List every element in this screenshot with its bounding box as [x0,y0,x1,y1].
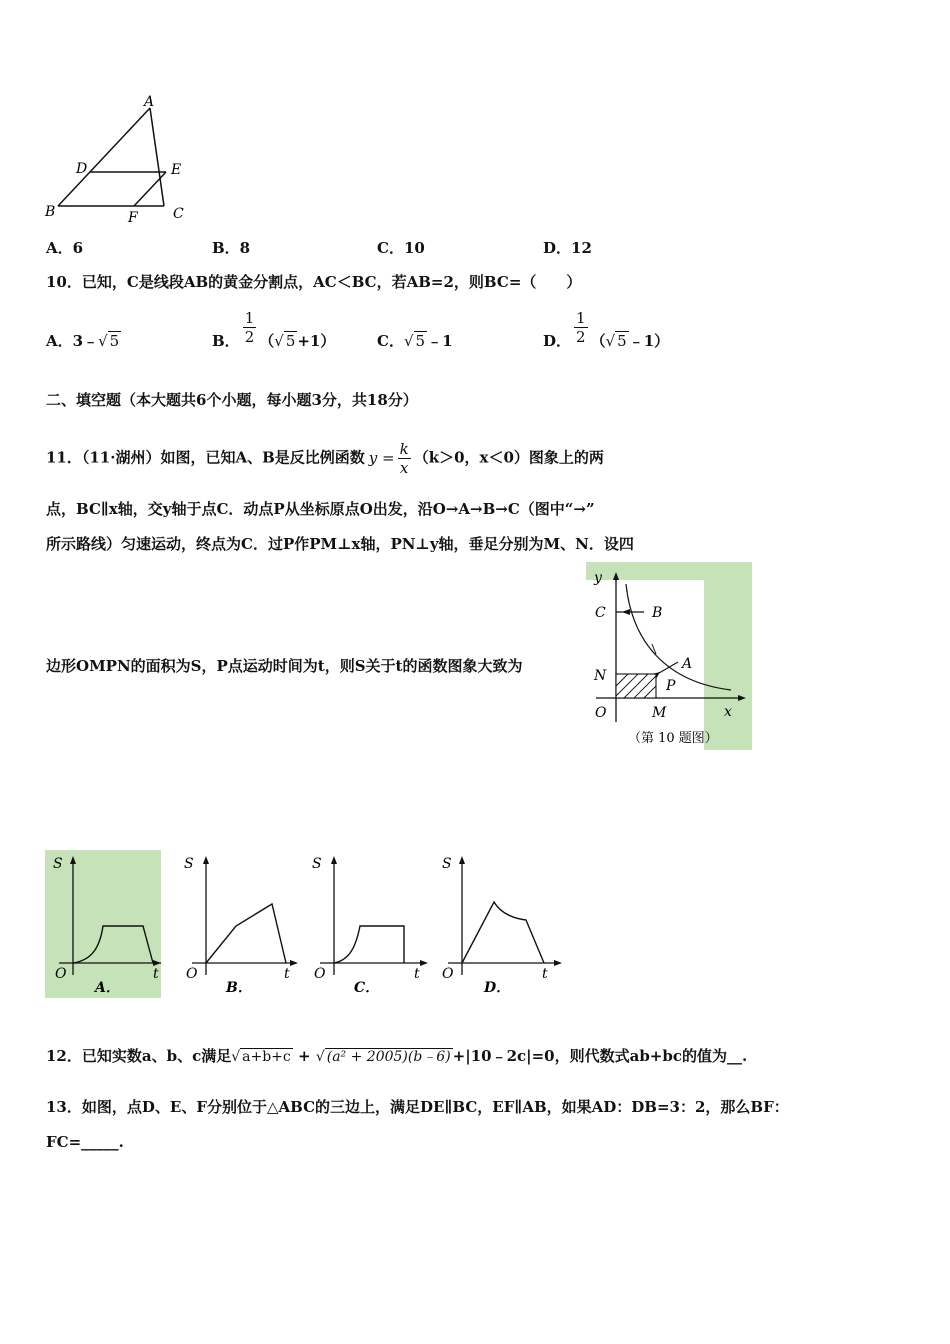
section2-title: 二、填空题（本大题共6个小题，每小题3分，共18分） [46,391,418,409]
graph-c-o: O [314,966,326,982]
graph-c-t: t [414,966,420,982]
triangle-figure [40,94,200,226]
fig-label-B: B [652,605,663,621]
q10-stem: 10．已知，C是线段AB的黄金分割点，AC＜BC，若AB=2，则BC=（ ） [46,273,582,291]
graph-b-t: t [284,966,290,982]
fig-label-y: y [594,570,602,586]
fig-label-M: M [652,705,667,721]
q13-line2: FC=_____. [46,1133,124,1151]
q11-line3: 所示路线）匀速运动，终点为C．过P作PM⊥x轴，PN⊥y轴，垂足分别为M、N．设四 [46,535,634,553]
point-F: F [128,210,138,226]
q11-line2: 点，BC∥x轴，交y轴于点C．动点P从坐标原点O出发，沿O→A→B→C（图中“→” [46,500,595,518]
graph-d-o: O [442,966,454,982]
fig-label-N: N [594,668,607,684]
q9-option-a: A．6 [46,239,84,257]
graph-a-o: O [55,966,67,982]
fig-label-C: C [595,605,606,621]
graph-b-s: S [184,856,194,872]
graph-option-b [178,850,300,998]
q10-option-d: D． $\frac{1}{2}$ （√ 5 ﹣1） [543,309,670,350]
graph-option-c [310,850,432,998]
graph-d-label: D． [484,980,511,996]
q10-option-b: B． $\frac{1}{2}$ （√ 5 +1） [212,309,336,350]
q9-option-b: B．8 [212,239,251,257]
q9-option-d: D．12 [543,239,592,257]
point-E: E [171,162,182,178]
graph-option-d [440,850,566,998]
q11-line1: 11．（11·湖州）如图，已知A、B是反比例函数 y = $\frac{k}{x}$ （k＞0，x＜0）图象上的两 [46,440,604,477]
point-C: C [173,206,184,222]
graph-b-label: B． [226,980,252,996]
q9-option-c: C．10 [377,239,425,257]
graph-d-s: S [442,856,452,872]
point-D: D [76,161,88,177]
graph-c-s: S [312,856,322,872]
fig-label-O: O [595,705,607,721]
point-A: A [144,94,155,110]
q11-line4: 边形OMPN的面积为S，P点运动时间为t，则S关于t的函数图象大致为 [46,657,523,675]
fig-label-P: P [666,678,676,694]
fig-caption: （第 10 题图） [628,731,718,746]
q10-option-a: A．3﹣√ 5 [46,332,120,350]
graph-a-t: t [153,966,159,982]
graph-d-t: t [542,966,548,982]
fig-label-A: A [682,656,693,672]
q11-hyperbola-figure [586,562,752,750]
graph-option-a [45,850,161,998]
point-B: B [45,204,56,220]
graph-b-o: O [186,966,198,982]
q12: 12．已知实数a、b、c满足√ a+b+c + √ (a² + 2005)(b﹣6) +|10﹣2c|=0，则代数式ab+bc的值为__. [46,1047,748,1065]
graph-a-label: A． [95,980,120,996]
q13-line1: 13．如图，点D、E、F分别位于△ABC的三边上，满足DE∥BC，EF∥AB，如果AD：DB=3：2，那么BF： [46,1098,789,1116]
fig-label-x: x [724,704,732,720]
q10-option-c: C．√ 5 ﹣1 [377,332,453,350]
graph-a-s: S [53,856,63,872]
graph-c-label: C． [354,980,380,996]
